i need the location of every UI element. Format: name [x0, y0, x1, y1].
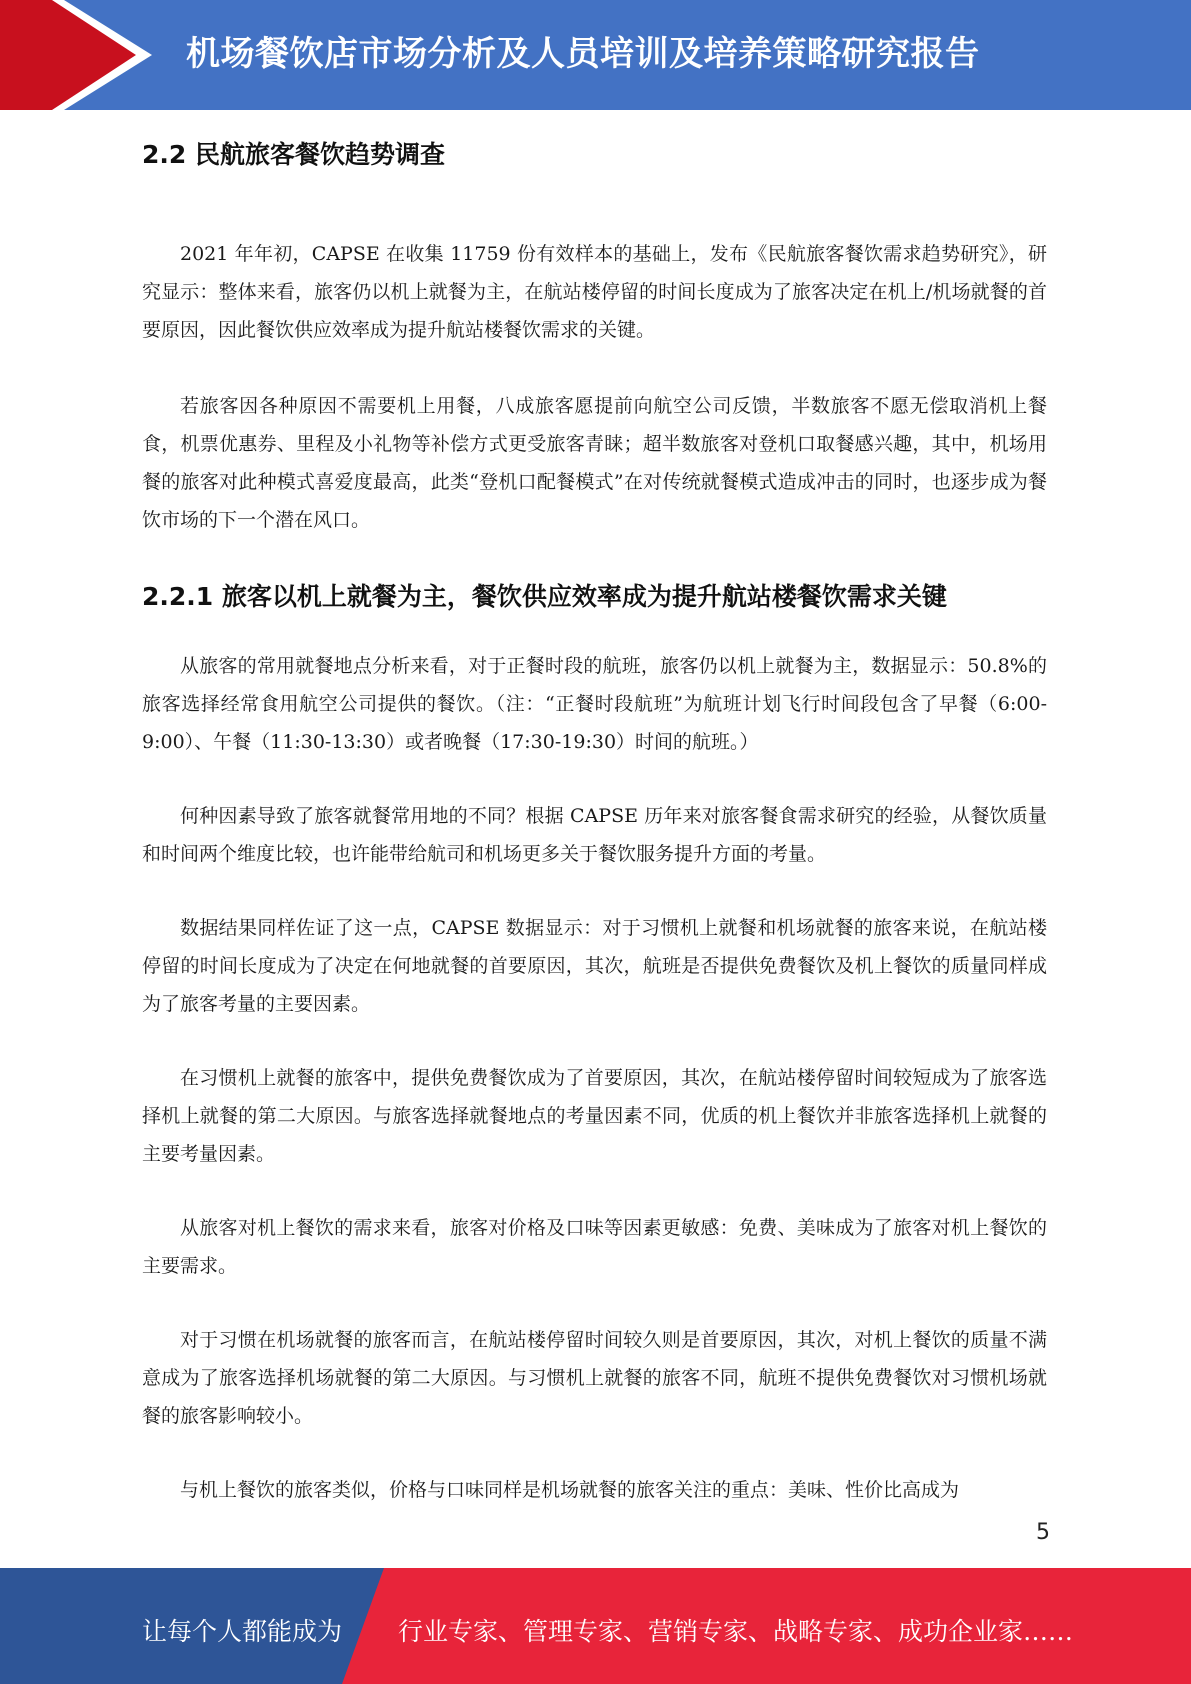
paragraph: 数据结果同样佐证了这一点，CAPSE 数据显示：对于习惯机上就餐和机场就餐的旅客来说，在航站楼停留的时间长度成为了决定在何地就餐的首要原因，其次，航班是否提供免费餐饮及机上餐饮的质量同样成为了旅客考量的主要因素。 [142, 917, 1047, 1015]
paragraph: 若旅客因各种原因不需要机上用餐，八成旅客愿提前向航空公司反馈，半数旅客不愿无偿取消机上餐食，机票优惠券、里程及小礼物等补偿方式更受旅客青睐；超半数旅客对登机口取餐感兴趣，其中，机场用餐的旅客对此种模式喜爱度最高，此类“登机口配餐模式”在对传统就餐模式造成冲击的同时，也逐步成为餐饮市场的下一个潜在风口。 [142, 395, 1047, 531]
subsection-heading: 2.2.1 旅客以机上就餐为主，餐饮供应效率成为提升航站楼餐饮需求关键 [142, 582, 947, 611]
paragraph: 何种因素导致了旅客就餐常用地的不同？根据 CAPSE 历年来对旅客餐食需求研究的经验，从餐饮质量和时间两个维度比较，也许能带给航司和机场更多关于餐饮服务提升方面的考量。 [142, 805, 1047, 865]
paragraph: 对于习惯在机场就餐的旅客而言，在航站楼停留时间较久则是首要原因，其次，对机上餐饮的质量不满意成为了旅客选择机场就餐的第二大原因。与习惯机上就餐的旅客不同，航班不提供免费餐饮对习惯机场就餐的旅客影响较小。 [142, 1329, 1047, 1427]
page-number: 5 [1036, 1520, 1050, 1545]
section-heading: 2.2 民航旅客餐饮趋势调查 [142, 140, 445, 169]
paragraph: 从旅客的常用就餐地点分析来看，对于正餐时段的航班，旅客仍以机上就餐为主，数据显示：50.8%的旅客选择经常食用航空公司提供的餐饮。（注：“正餐时段航班”为航班计划飞行时间段包含了早餐（6:00-9:00）、午餐（11:30-13:30）或者晚餐（17:30-19:30）时间的航班。） [142, 655, 1047, 753]
paragraph: 2021 年年初，CAPSE 在收集 11759 份有效样本的基础上，发布《民航旅客餐饮需求趋势研究》，研究显示：整体来看，旅客仍以机上就餐为主，在航站楼停留的时间长度成为了旅客决定在机上/机场就餐的首要原因，因此餐饮供应效率成为提升航站楼餐饮需求的关键。 [142, 243, 1047, 341]
header-banner [0, 0, 1191, 110]
footer-slogan-left: 让每个人都能成为 [142, 1617, 343, 1646]
report-title: 机场餐饮店市场分析及人员培训及培养策略研究报告 [186, 34, 980, 74]
paragraph: 从旅客对机上餐饮的需求来看，旅客对价格及口味等因素更敏感：免费、美味成为了旅客对机上餐饮的主要需求。 [142, 1217, 1047, 1277]
paragraph: 与机上餐饮的旅客类似，价格与口味同样是机场就餐的旅客关注的重点：美味、性价比高成为 [180, 1479, 960, 1501]
footer-banner [0, 1568, 1191, 1684]
page-content [142, 130, 1047, 1509]
paragraph: 在习惯机上就餐的旅客中，提供免费餐饮成为了首要原因，其次，在航站楼停留时间较短成为了旅客选择机上就餐的第二大原因。与旅客选择就餐地点的考量因素不同，优质的机上餐饮并非旅客选择机上就餐的主要考量因素。 [142, 1067, 1047, 1165]
footer-slogan-right: 行业专家、管理专家、营销专家、战略专家、成功企业家…… [398, 1617, 1074, 1646]
